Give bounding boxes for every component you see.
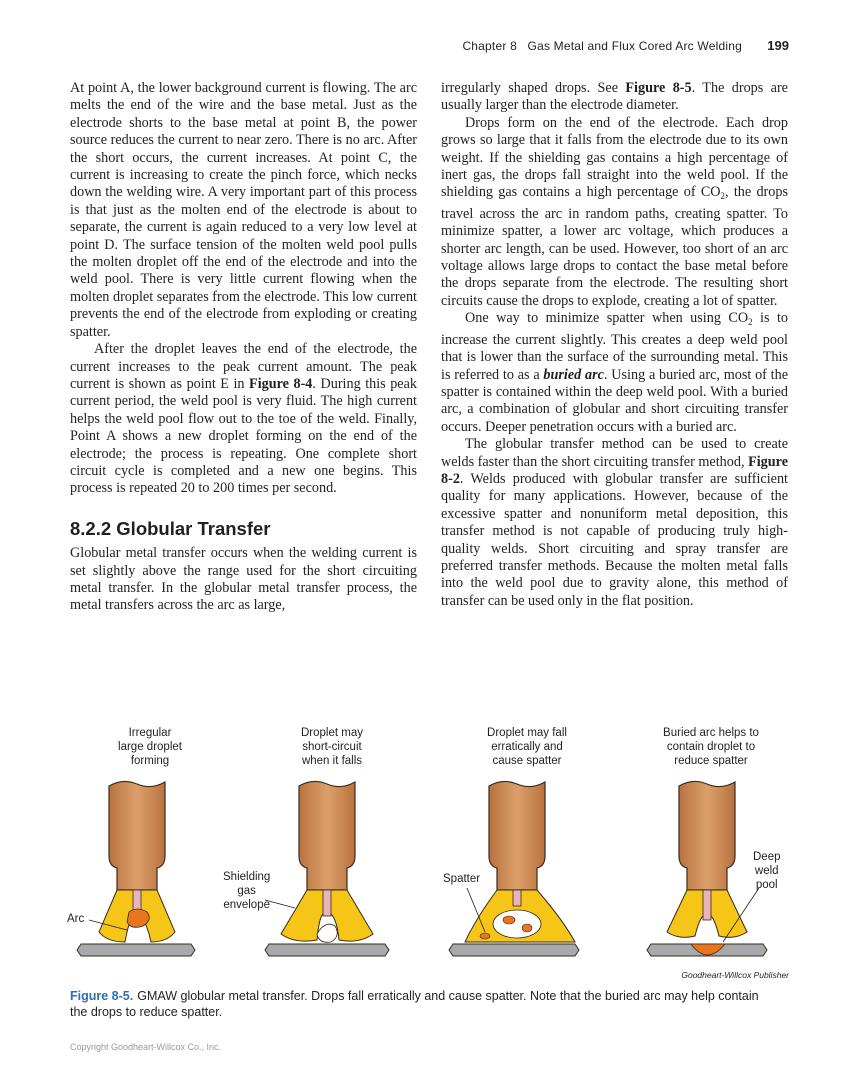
page-number: 199 (767, 38, 789, 53)
figure-reference: Figure 8-5 (625, 80, 692, 96)
panel-4-buried-arc (647, 781, 767, 956)
paragraph: Globular metal transfer occurs when the welding current is set slightly above the range used for the short circuiting metal transfer. In the globular metal transfer process, the metal transfers across the arc as large, (70, 545, 417, 614)
figure-number: Figure 8-5. (70, 989, 134, 1003)
panel-caption: Buried arc helps to contain droplet to reduce spatter (663, 727, 759, 767)
panel-2-short-circuit (265, 781, 389, 956)
caption-text: GMAW globular metal transfer. Drops fall erratically and cause spatter. Note that the buried arc may help contain the drops to reduce spatter. (70, 989, 759, 1019)
panel-3-spatter (449, 781, 579, 956)
callout-deep-weld-pool: Deep weld pool (753, 851, 781, 891)
callout-arc: Arc (67, 913, 85, 925)
spatter-drop (480, 933, 490, 939)
spatter-drop (503, 916, 515, 924)
figure-credit: Goodheart-Willcox Publisher (681, 970, 789, 980)
paragraph: Drops form on the end of the electrode. Each drop grows so large that it falls from the electrode due to its own weight. If the shielding gas contains a high percentage of inert gas, the drops fall straight into the weld pool. If the shielding gas contains a high percentage of $CO_2$, the drops travel across the arc in random paths, creating spatter. To minimize spatter, a lower arc voltage, which produces a shorter arc length, can be used. However, too short of an arc voltage allows large drops to contact the base metal before the drops separate from the electrode. The resulting short circuits cause the drops to explode, creating a lot of spatter. (441, 114, 788, 309)
paragraph: After the droplet leaves the end of the electrode, the current increases to the peak current amount. The peak current is shown as point E in Figure 8-4. During this peak current period, the weld pool is very fluid. The high current helps the weld pool flow out to the toe of the weld. Finally, Point A shows a new droplet forming on the end of the electrode; the process is repeating. One complete short circuit cycle is completed and a new one begins. This process is repeated 20 to 200 times per second. (70, 341, 417, 497)
key-term: buried arc (543, 366, 604, 383)
chapter-title: Chapter 8 Gas Metal and Flux Cored Arc Welding (462, 39, 742, 53)
copyright: Copyright Goodheart-Willcox Co., Inc. (70, 1042, 222, 1052)
panel-1-irregular-droplet (77, 781, 195, 956)
figure-caption (70, 988, 770, 1020)
paragraph: irregularly shaped drops. See Figure 8-5. The drops are usually larger than the electrode diameter. (441, 80, 788, 114)
paragraph: At point A, the lower background current is flowing. The arc melts the end of the wire and the base metal. Just as the electrode shorts to the base metal at point B, the power source reduces the current to near zero. There is no arc. After the short occurs, the current increases. At point C, the current is increasing to create the pinch force, which necks down the welding wire. A very important part of this process is that just as the molten end of the electrode is about to separate, the current is again reduced to a very low level at point D. The surface tension of the molten weld pool pulls the molten droplet off the end of the electrode and into the weld pool. There is very little current flowing when the molten droplet separates from the electrode. This low current prevents the end of the electrode from exploding or creating spatter. (70, 80, 417, 340)
section-heading: 8.2.2 Globular Transfer (70, 517, 271, 539)
figure-reference: Figure 8-2 (441, 453, 788, 487)
figure-reference: Figure 8-4 (249, 375, 313, 392)
figure-8-5 (55, 720, 795, 990)
left-column (70, 80, 417, 615)
panel-caption: Droplet may short-circuit when it falls (301, 727, 363, 767)
spatter-drop (522, 924, 532, 932)
callout-spatter: Spatter (443, 873, 481, 885)
running-head (462, 38, 789, 53)
paragraph: The globular transfer method can be used to create welds faster than the short circuiting transfer method, Figure 8-2. Welds produced with globular transfer are sufficient quality for many applications. However, because of the excessive spatter and nonuniform metal deposition, this transfer method is not capable of producing truly high-quality welds. Short circuiting and spray transfer are preferred transfer methods. Because the molten metal falls into the weld pool due to gravity alone, this method of transfer can be used only in the flat position. (441, 436, 788, 609)
paragraph: One way to minimize spatter when using $CO_2$ is to increase the current slightly. This creates a deep weld pool that is lower than the surface of the surrounding metal. This is referred to as a buried arc. Using a buried arc, most of the spatter is contained within the deep weld pool. With a buried arc, a combination of globular and short circuiting transfer occurs. Deeper penetration occurs with a buried arc. (441, 310, 788, 435)
right-column (441, 80, 788, 610)
callout-shielding-gas: Shielding gas envelope (223, 871, 271, 911)
panel-caption: Droplet may fall erratically and cause spatter (487, 727, 567, 767)
panel-caption: Irregular large droplet forming (118, 727, 182, 767)
